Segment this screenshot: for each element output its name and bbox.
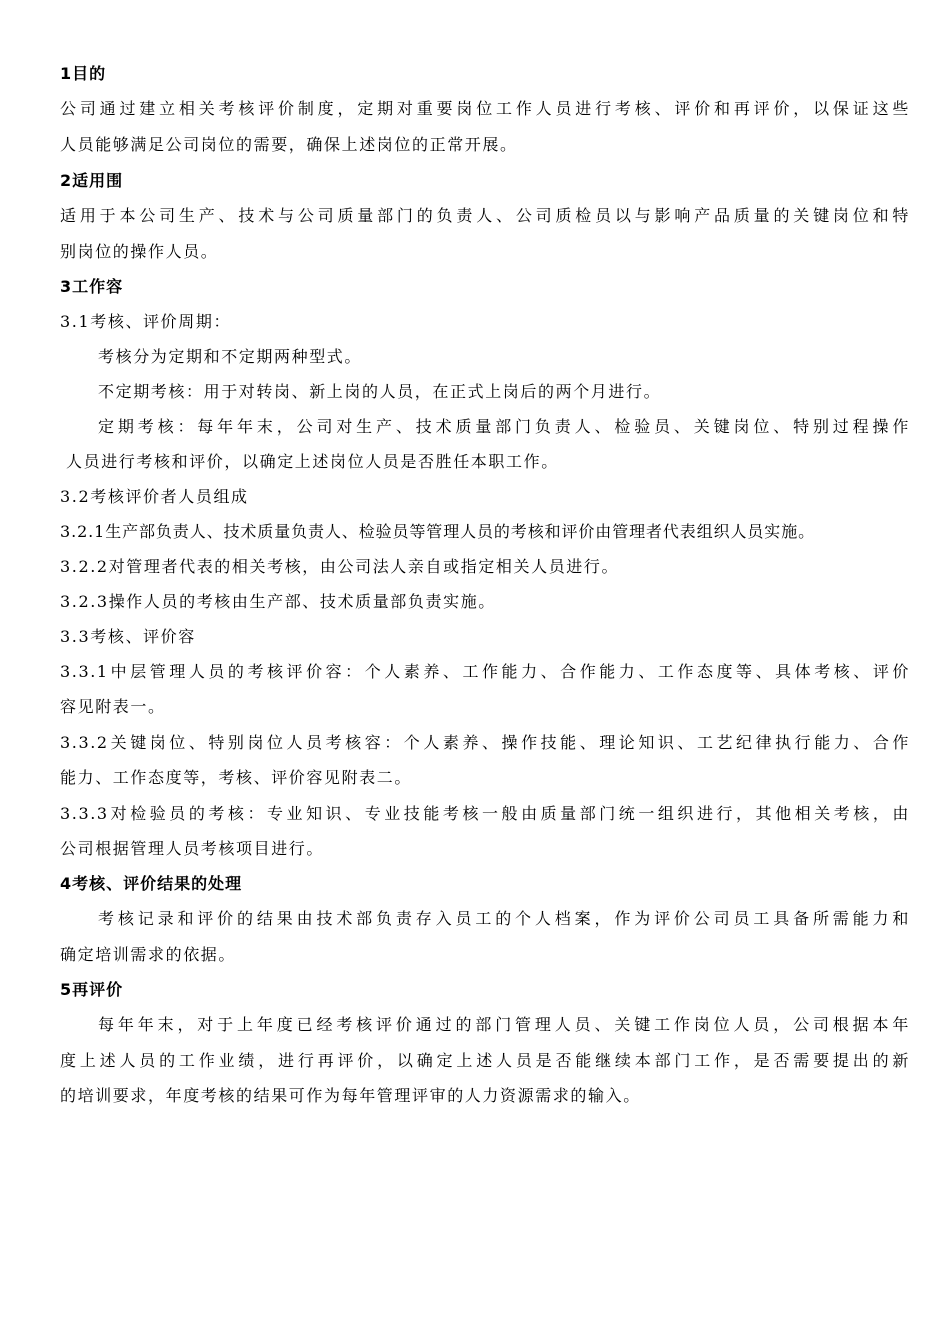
- section-heading-scope: 2适用围: [60, 171, 124, 190]
- paragraph-line: 别岗位的操作人员。: [60, 242, 219, 261]
- section-heading-reevaluation: 5再评价: [60, 980, 124, 999]
- paragraph-line: 考核分为定期和不定期两种型式。: [98, 347, 363, 366]
- section-heading-results: 4考核、评价结果的处理: [60, 874, 243, 893]
- paragraph-line: 定期考核：每年年末，公司对生产、技术质量部门负责人、检验员、关键岗位、特别过程操作: [98, 417, 910, 436]
- paragraph-line: 度上述人员的工作业绩，进行再评价，以确定上述人员是否能继续本部门工作，是否需要提出的新: [60, 1051, 910, 1070]
- paragraph-line: 适用于本公司生产、技术与公司质量部门的负责人、公司质检员以与影响产品质量的关键岗位和特: [60, 206, 910, 225]
- paragraph-line: 3.3.2关键岗位、特别岗位人员考核容：个人素养、操作技能、理论知识、工艺纪律执行能力、合作: [60, 733, 910, 752]
- paragraph-line: 公司通过建立相关考核评价制度，定期对重要岗位工作人员进行考核、评价和再评价，以保证这些: [60, 99, 910, 118]
- paragraph-line: 每年年末，对于上年度已经考核评价通过的部门管理人员、关键工作岗位人员，公司根据本年: [98, 1015, 910, 1034]
- paragraph-line: 公司根据管理人员考核项目进行。: [60, 839, 325, 858]
- section-heading-purpose: 1目的: [60, 64, 107, 83]
- paragraph-line: 确定培训需求的依据。: [60, 945, 237, 964]
- paragraph-line: 的培训要求，年度考核的结果可作为每年管理评审的人力资源需求的输入。: [60, 1086, 641, 1105]
- paragraph-line: 人员能够满足公司岗位的需要，确保上述岗位的正常开展。: [60, 135, 518, 154]
- paragraph-line: 能力、工作态度等，考核、评价容见附表二。: [60, 768, 413, 787]
- subsection-heading: 3.3考核、评价容: [60, 627, 196, 646]
- paragraph-line: 不定期考核：用于对转岗、新上岗的人员，在正式上岗后的两个月进行。: [98, 382, 662, 401]
- paragraph-line: 3.3.3对检验员的考核：专业知识、专业技能考核一般由质量部门统一组织进行，其他相关考核，由: [60, 804, 910, 823]
- paragraph-line: 3.2.2对管理者代表的相关考核，由公司法人亲自或指定相关人员进行。: [60, 557, 620, 576]
- paragraph-line: 3.3.1中层管理人员的考核评价容：个人素养、工作能力、合作能力、工作态度等、具体考核、评价: [60, 662, 910, 681]
- section-heading-work: 3工作容: [60, 277, 124, 296]
- subsection-heading: 3.1考核、评价周期：: [60, 312, 232, 331]
- paragraph-line: 容见附表一。: [60, 697, 166, 716]
- subsection-heading: 3.2考核评价者人员组成: [60, 487, 249, 506]
- paragraph-line: 3.2.3操作人员的考核由生产部、技术质量部负责实施。: [60, 592, 496, 611]
- paragraph-line: 3.2.1生产部负责人、技术质量负责人、检验员等管理人员的考核和评价由管理者代表组织人员实施。: [60, 522, 816, 541]
- paragraph-line: 人员进行考核和评价，以确定上述岗位人员是否胜任本职工作。: [66, 452, 559, 471]
- paragraph-line: 考核记录和评价的结果由技术部负责存入员工的个人档案，作为评价公司员工具备所需能力和: [98, 909, 910, 928]
